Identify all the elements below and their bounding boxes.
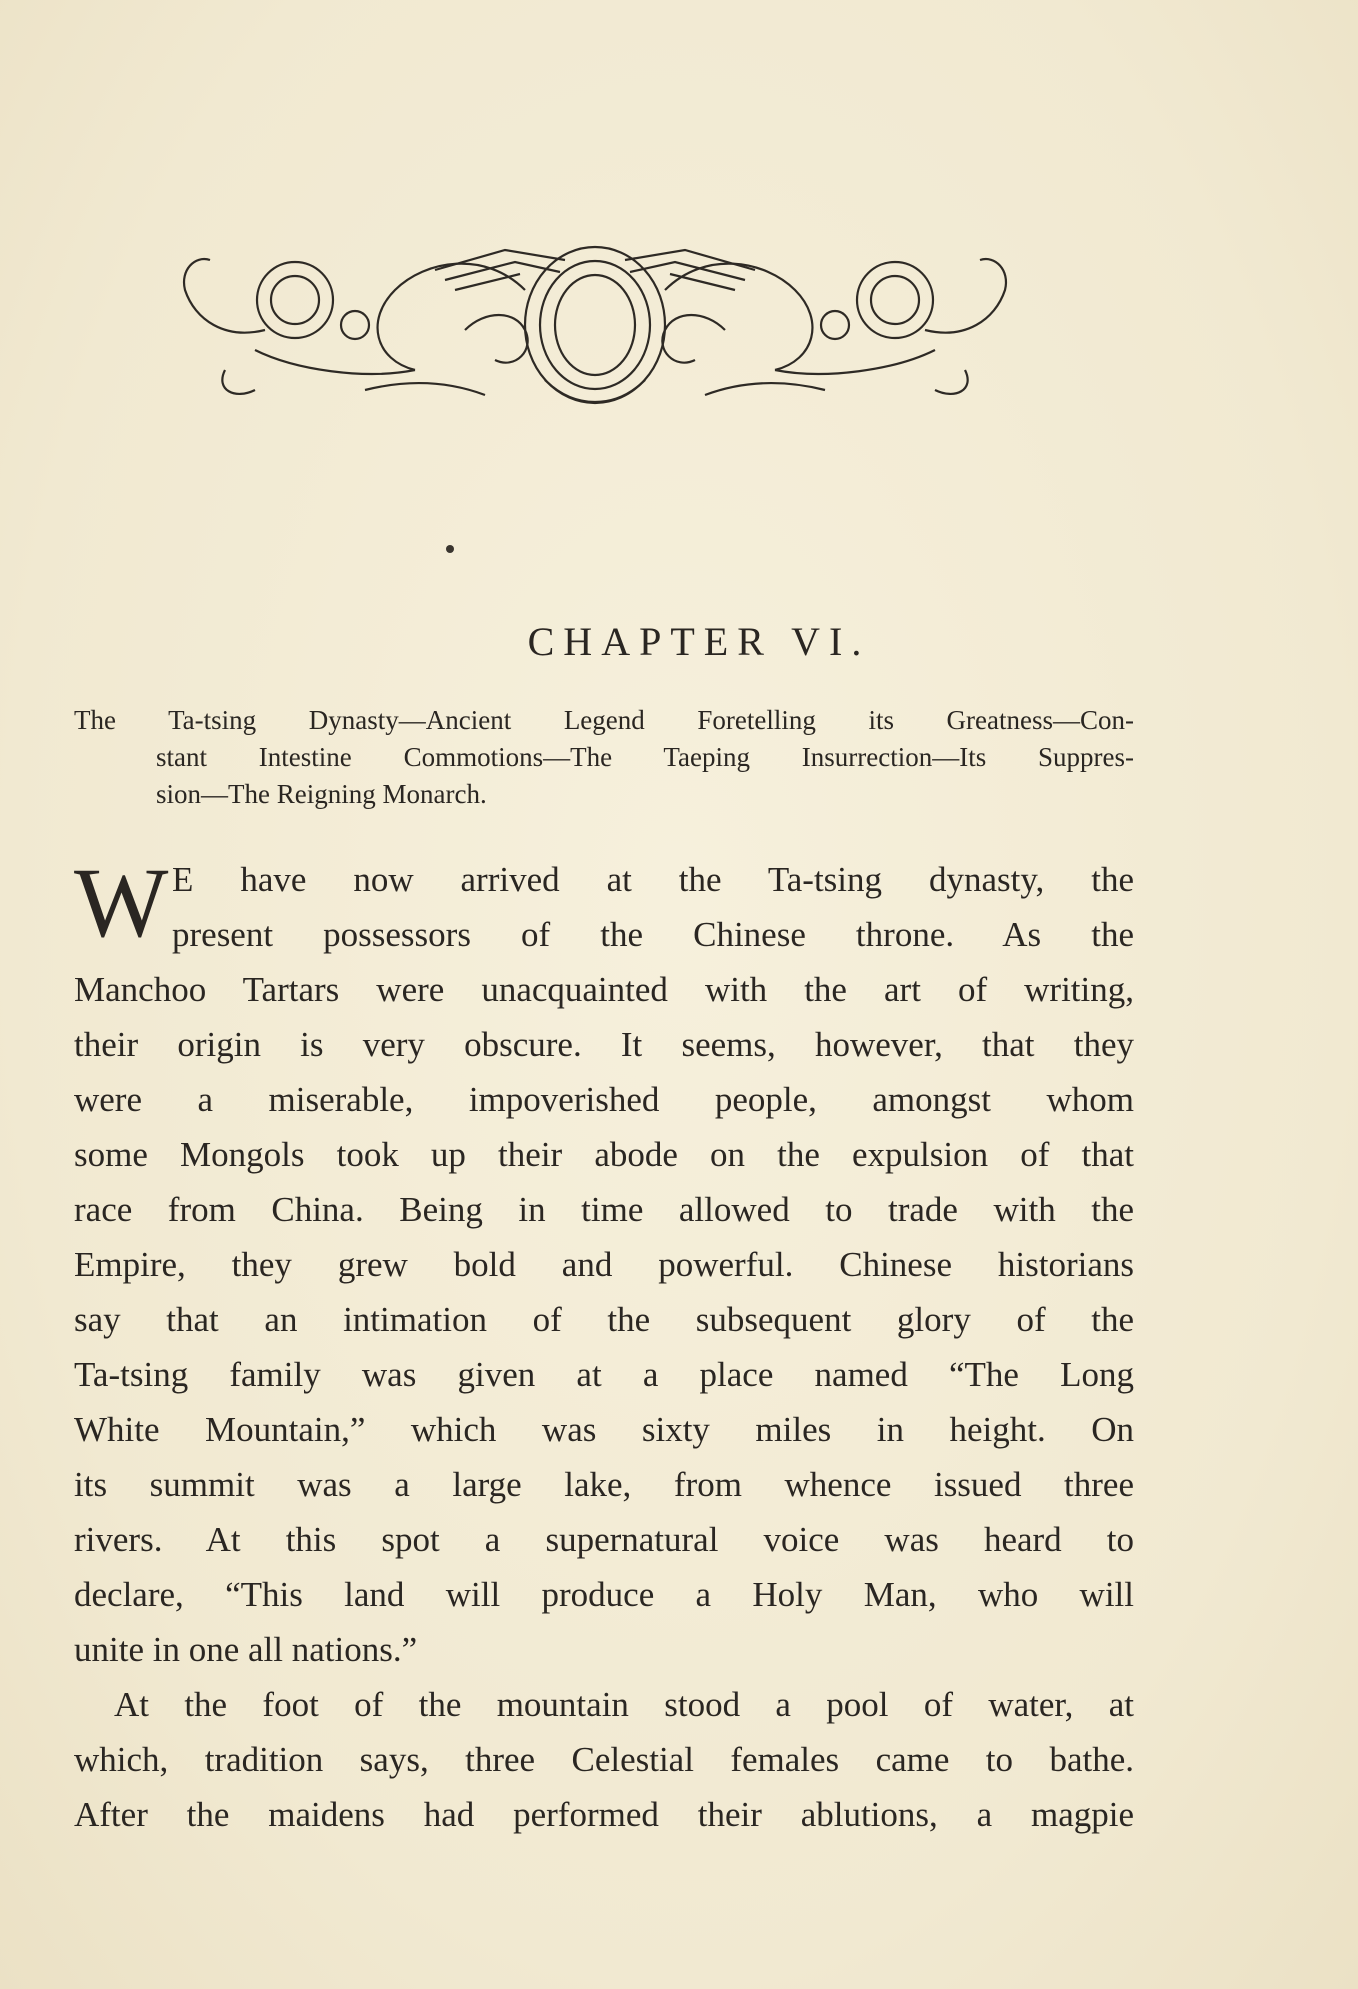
text-line: rivers. At this spot a supernatural voice was heard to — [74, 1520, 1134, 1559]
chapter-summary — [74, 702, 1134, 813]
headpiece-ornament — [165, 230, 1025, 410]
text-line: race from China. Being in time allowed to trade with the — [74, 1190, 1134, 1229]
text-line: declare, “This land will produce a Holy Man, who will — [74, 1575, 1134, 1614]
text-line: unite in one all nations.” — [74, 1630, 418, 1669]
summary-line: sion—The Reigning Monarch. — [156, 779, 487, 809]
text-line: Empire, they grew bold and powerful. Chinese historians — [74, 1245, 1134, 1284]
text-line: say that an intimation of the subsequent glory of the — [74, 1300, 1134, 1339]
text-line: which, tradition says, three Celestial females came to bathe. — [74, 1740, 1134, 1779]
text-line: White Mountain,” which was sixty miles in height. On — [74, 1410, 1134, 1449]
text-line: Ta-tsing family was given at a place named “The Long — [74, 1355, 1134, 1394]
body-text — [74, 847, 1134, 1842]
text-line: their origin is very obscure. It seems, however, that they — [74, 1025, 1134, 1064]
text-line: present possessors of the Chinese throne. As the — [172, 915, 1134, 954]
stray-dot — [446, 545, 454, 553]
text-line: E have now arrived at the Ta-tsing dynasty, the — [172, 860, 1134, 899]
text-line: some Mongols took up their abode on the expulsion of that — [74, 1135, 1134, 1174]
text-line: were a miserable, impoverished people, amongst whom — [74, 1080, 1134, 1119]
summary-line: The Ta-tsing Dynasty—Ancient Legend Foretelling its Greatness—Con- — [74, 705, 1134, 735]
summary-line: stant Intestine Commotions—The Taeping Insurrection—Its Suppres- — [156, 742, 1134, 772]
text-line: After the maidens had performed their ablutions, a magpie — [74, 1795, 1134, 1834]
chapter-title: CHAPTER VI. — [527, 619, 871, 664]
text-line: At the foot of the mountain stood a pool of water, at — [114, 1685, 1134, 1724]
text-line: Manchoo Tartars were unacquainted with the art of writing, — [74, 970, 1134, 1009]
drop-cap: W — [74, 847, 169, 958]
text-line: its summit was a large lake, from whence issued three — [74, 1465, 1134, 1504]
